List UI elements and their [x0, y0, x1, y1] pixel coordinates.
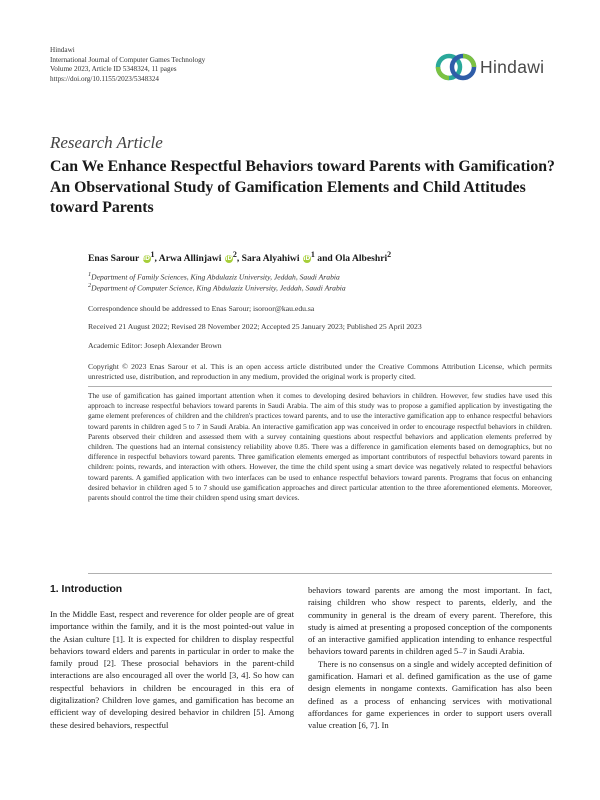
doi-link[interactable]: https://doi.org/10.1155/2023/5348324: [50, 74, 160, 83]
abstract-text: The use of gamification has gained important attention when it comes to developing desired behaviors in children. However, few studies have used this approach to increase respectful behaviors toward parents in Saudi Arabia. The aim of this study was to propose a gamified application by investigating the game element preferences of children and the children's practices toward parents, and to use the interactive gamification app to enhance respectful behaviors toward parents in children aged 5 to 7 in Saudi Arabia. An interactive gamification app was conceived in order to encourage respectful behaviors in children. Parents observed their children and assessed them with a survey containing questions about respectful behaviors and application elements preferred by children. The questions had an internal consistency reliability above 0.85. There was a difference in gamification elements based on demographics, but no difference in respectful behaviors toward parents. Three gamification elements emerged as important contributors of respectful behaviors toward parents in children: points, rewards, and interaction with others. However, the time the child spent using a smart device was negatively related to respectful behaviors toward parents. A gamified application with two interfaces can be used to enhance respectful behaviors toward parents. Programs that focus on enhancing desired behavior in children aged 5 to 7 should use gamification approaches and direct particular attention to the three aforementioned elements. Moreover, parents should control the time their children spend using smart devices.: [88, 391, 552, 503]
author-list: [88, 250, 391, 264]
author-affiliation-marker: 1: [310, 250, 315, 259]
introduction-right-column: [308, 584, 552, 732]
orcid-icon[interactable]: iD: [225, 255, 233, 263]
abstract-top-rule: [88, 386, 552, 387]
author-name: Enas Sarour: [88, 253, 140, 265]
introduction-paragraph: There is no consensus on a single and widely accepted definition of gamification. Hamari et al. defined gamification as the use of game design elements in nongame contexts. Gamification has also been defined as a process of enhancing services with motivational affordances for game experiences in order to support users overall value creation [6, 7]. In: [308, 658, 552, 731]
affiliation-marker: 2: [88, 282, 92, 289]
hindawi-logo-icon: [434, 47, 478, 87]
orcid-icon[interactable]: iD: [303, 255, 311, 263]
author-name: Arwa Allinjawi: [158, 253, 222, 265]
author-name: Ola Albeshri: [335, 253, 388, 265]
author-separator: ,: [154, 253, 159, 265]
academic-editor: Academic Editor: Joseph Alexander Brown: [88, 341, 222, 350]
author-separator: and: [314, 253, 336, 265]
introduction-left-column: In the Middle East, respect and reverence for older people are of great importance within the family, and it is the most pointed-out value in the Asian culture [1]. It is expected for children to display respectful behaviors toward elders and parents in particular in order to make the family proud [2]. These prosocial behaviors in the parent-child interactions are also encouraged all over the world [3, 4]. So how can respectful behaviors in children be encouraged in this era of digitalization? Children love games, and gamification has become an efficient way of developing desired behavior in children [5]. Among these desired behaviors, respectful: [50, 609, 294, 730]
journal-name: International Journal of Computer Games Technology: [50, 55, 206, 64]
affiliation-2: [88, 282, 346, 293]
article-title: Can We Enhance Respectful Behaviors toward Parents with Gamification? An Observational Study of Gamification Elements and Child Attitudes toward Parents: [50, 158, 555, 216]
hindawi-logo[interactable]: [434, 47, 554, 87]
publication-dates: Received 21 August 2022; Revised 28 November 2022; Accepted 25 January 2023; Published 25 April 2023: [88, 322, 422, 331]
volume-info: Volume 2023, Article ID 5348324, 11 pages: [50, 65, 177, 74]
affiliation-marker: 1: [88, 271, 92, 278]
correspondence: Correspondence should be addressed to Enas Sarour; isoroor@kau.edu.sa: [88, 304, 315, 313]
journal-meta: [50, 46, 205, 84]
affiliation-text: Department of Computer Science, King Abdulaziz University, Jeddah, Saudi Arabia: [91, 283, 346, 293]
author-affiliation-marker: 2: [387, 250, 392, 259]
hindawi-logo-text: Hindawi: [480, 57, 545, 77]
author-separator: ,: [236, 253, 242, 265]
introduction-heading: 1. Introduction: [50, 584, 123, 595]
abstract-bottom-rule: [88, 573, 552, 574]
affiliation-1: [88, 271, 340, 282]
publisher-name: Hindawi: [50, 46, 75, 54]
author-affiliation-marker: 2: [232, 250, 237, 259]
author-name: Sara Alyahiwi: [241, 253, 300, 265]
introduction-paragraph: behaviors toward parents are among the most important. In fact, raising children who show respect to parents, elderly, and the community in general is the dream of every parent. Therefore, this study is aimed at presenting a proposed conception of the components of an interactive gamified application intending to enhance respectful behaviors toward parents in children aged 5–7 in Saudi Arabia.: [308, 585, 552, 657]
article-type: Research Article: [50, 133, 163, 152]
affiliation-text: Department of Family Sciences, King Abdulaziz University, Jeddah, Saudi Arabia: [91, 272, 340, 282]
copyright-notice: Copyright © 2023 Enas Sarour et al. This is an open access article distributed under the Creative Commons Attribution License, which permits unrestricted use, distribution, and reproduction in any medium, provided the original work is properly cited.: [88, 362, 552, 382]
orcid-icon[interactable]: iD: [142, 255, 151, 263]
author-affiliation-marker: 1: [150, 250, 155, 259]
